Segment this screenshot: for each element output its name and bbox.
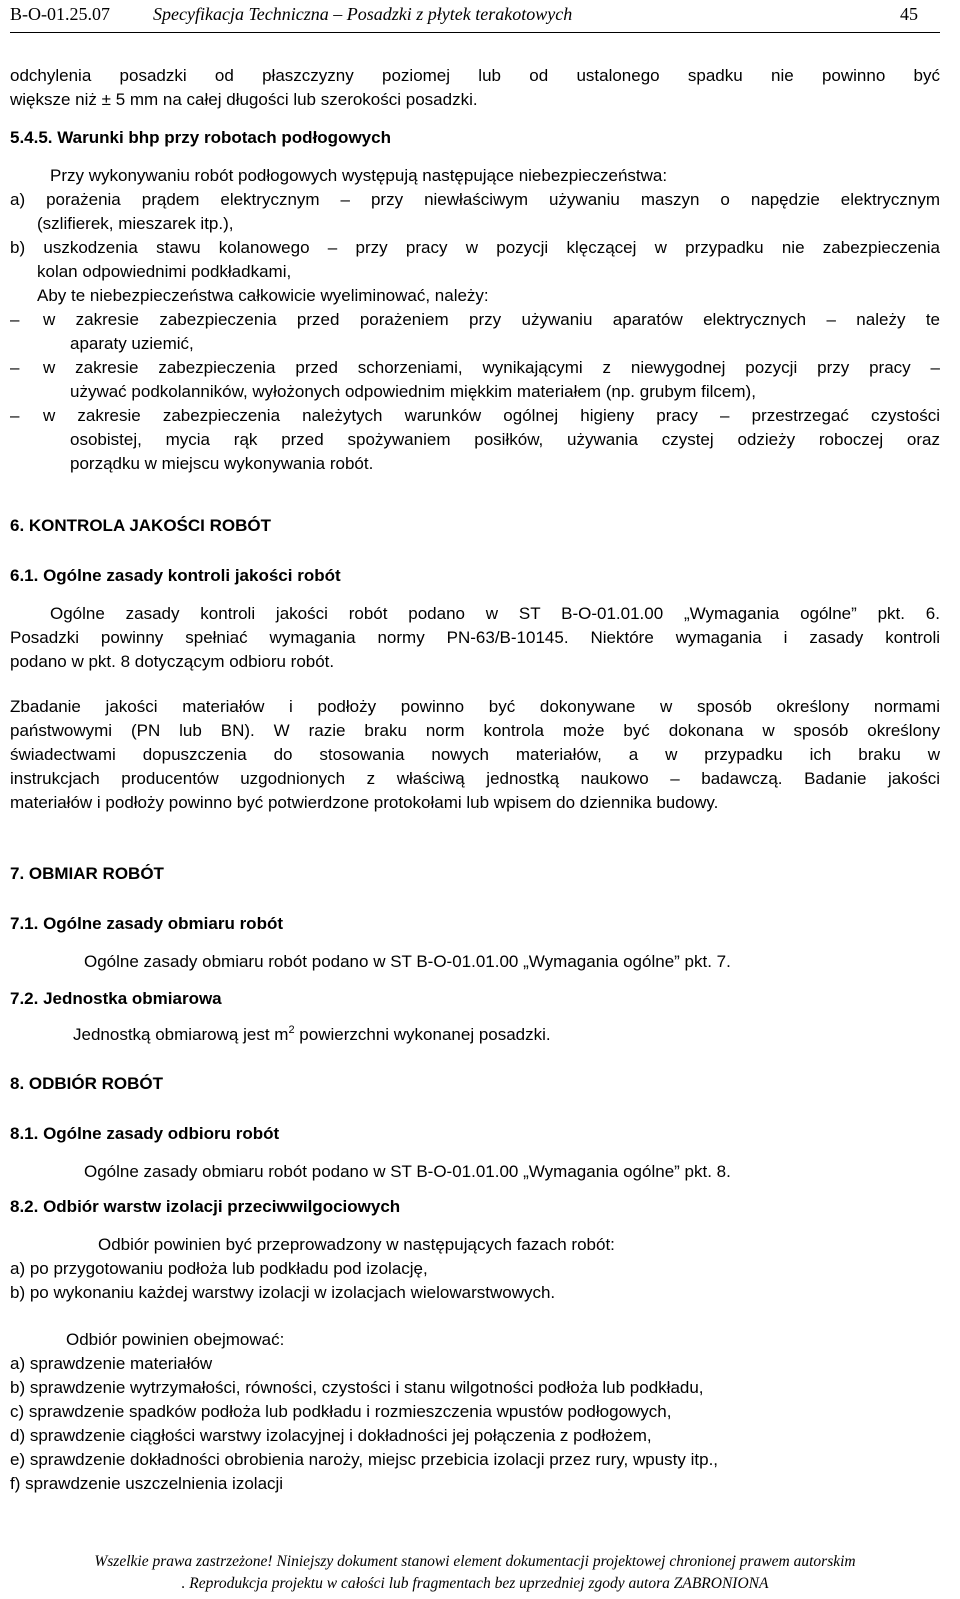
section-8-1-heading: 8.1. Ogólne zasady odbioru robót bbox=[10, 1124, 280, 1143]
check-item-d: d) sprawdzenie ciągłości warstwy izolacyjnej i dokładności jej połączenia z podłożem, bbox=[10, 1426, 652, 1445]
measure-2-line-1: w zakresie zabezpieczenia przed schorzeniami, wynikającymi z niewygodnej pozycji przy pracy – bbox=[43, 358, 940, 377]
s6-p2-line-5: materiałów i podłoży powinno być potwierdzone protokołami lub wpisem do dziennika budowy. bbox=[10, 793, 719, 812]
section-6-heading: 6. KONTROLA JAKOŚCI ROBÓT bbox=[10, 516, 271, 535]
dash-bullet: – bbox=[10, 310, 20, 329]
s8-phase-b: b) po wykonaniu każdej warstwy izolacji w izolacjach wielowarstwowych. bbox=[10, 1283, 556, 1302]
measure-2-line-2: używać podkolanników, wyłożonych odpowiednim miękkim materiałem (np. grubym filcem), bbox=[70, 382, 756, 401]
measure-item-2 bbox=[10, 356, 940, 404]
s6-p2-line-4: instrukcjach producentów uzgodnionych z właściwą jednostką naukowo – badawczą. Badanie jakości bbox=[10, 769, 940, 788]
s7-p2 bbox=[73, 1023, 551, 1047]
s8-phase-a: a) po przygotowaniu podłoża lub podkładu pod izolację, bbox=[10, 1259, 428, 1278]
hazard-b-line-2: kolan odpowiednimi podkładkami, bbox=[37, 262, 292, 281]
measure-3-line-2: osobistej, mycia rąk przed spożywaniem posiłków, używania czystej odzieży roboczej oraz bbox=[70, 430, 940, 449]
check-item-b: b) sprawdzenie wytrzymałości, równości, czystości i stanu wilgotności podłoża lub podkładu, bbox=[10, 1378, 704, 1397]
section-7-1-heading: 7.1. Ogólne zasady obmiaru robót bbox=[10, 914, 283, 933]
measure-item-3 bbox=[10, 404, 940, 476]
section-8-2-heading: 8.2. Odbiór warstw izolacji przeciwwilgociowych bbox=[10, 1197, 401, 1216]
footer-line-2: . Reprodukcja projektu w całości lub fragmentach bez uprzedniej zgody autora ZABRONIONA bbox=[181, 1575, 769, 1592]
check-item-a: a) sprawdzenie materiałów bbox=[10, 1354, 213, 1373]
measures-lead: Aby te niebezpieczeństwa całkowicie wyeliminować, należy: bbox=[37, 286, 489, 305]
intro-line-1: odchylenia posadzki od płaszczyzny poziomej lub od ustalonego spadku nie powinno być bbox=[10, 66, 940, 85]
hazards-lead: Przy wykonywaniu robót podłogowych występują następujące niebezpieczeństwa: bbox=[50, 166, 668, 185]
s8-lead-2: Odbiór powinien obejmować: bbox=[66, 1330, 285, 1349]
measure-3-line-3: porządku w miejscu wykonywania robót. bbox=[70, 454, 374, 473]
s6-p1-line-3: podano w pkt. 8 dotyczącym odbioru robót. bbox=[10, 652, 335, 671]
spec-code: B-O-01.25.07 bbox=[10, 4, 110, 24]
s6-p1-line-1: Ogólne zasady kontroli jakości robót podano w ST B-O-01.01.00 „Wymagania ogólne” pkt. 6. bbox=[50, 604, 940, 623]
section-7-2-heading: 7.2. Jednostka obmiarowa bbox=[10, 989, 222, 1008]
measure-3-line-1: w zakresie zabezpieczenia należytych warunków ogólnej higieny pracy – przestrzegać czystości bbox=[43, 406, 940, 425]
hazard-b-line-1: b) uszkodzenia stawu kolanowego – przy pracy w pozycji klęczącej w przypadku nie zabezpieczenia bbox=[10, 238, 940, 257]
intro-line-2: większe niż ± 5 mm na całej długości lub szerokości posadzki. bbox=[10, 90, 478, 109]
measure-1-line-2: aparaty uziemić, bbox=[70, 334, 194, 353]
check-item-f: f) sprawdzenie uszczelnienia izolacji bbox=[10, 1474, 284, 1493]
check-item-e: e) sprawdzenie dokładności obrobienia naroży, miejsc przebicia izolacji przez rury, wpusty itp., bbox=[10, 1450, 719, 1469]
hazard-a-line-1: a) porażenia prądem elektrycznym – przy niewłaściwym używaniu maszyn o napędzie elektrycznym bbox=[10, 190, 940, 209]
s6-p2-line-3: świadectwami dopuszczenia do stosowania nowych materiałów, a w przypadku ich braku w bbox=[10, 745, 940, 764]
s7-p2-text-end: powierzchni wykonanej posadzki. bbox=[294, 1025, 551, 1044]
dash-bullet: – bbox=[10, 406, 20, 425]
measure-item-1 bbox=[10, 308, 940, 356]
s8-lead-1: Odbiór powinien być przeprowadzony w następujących fazach robót: bbox=[98, 1235, 615, 1254]
page-number: 45 bbox=[900, 4, 918, 24]
section-8-heading: 8. ODBIÓR ROBÓT bbox=[10, 1074, 164, 1093]
s7-p2-superscript: 2 bbox=[288, 1024, 295, 1036]
section-5-4-5-heading: 5.4.5. Warunki bhp przy robotach podłogowych bbox=[10, 128, 391, 147]
s6-p1-line-2: Posadzki powinny spełniać wymagania normy PN-63/B-10145. Niektóre wymagania i zasady kontroli bbox=[10, 628, 940, 647]
s8-p1: Ogólne zasady obmiaru robót podano w ST B-O-01.01.00 „Wymagania ogólne” pkt. 8. bbox=[84, 1162, 731, 1181]
s7-p2-text: Jednostką obmiarową jest m bbox=[73, 1025, 289, 1044]
s6-p2-line-2: państwowymi (PN lub BN). W razie braku norm kontrola może być dokonana w sposób określony bbox=[10, 721, 940, 740]
dash-bullet: – bbox=[10, 358, 20, 377]
s6-p2-line-1: Zbadanie jakości materiałów i podłoży powinno być dokonywane w sposób określony normami bbox=[10, 697, 940, 716]
s7-p1: Ogólne zasady obmiaru robót podano w ST B-O-01.01.00 „Wymagania ogólne” pkt. 7. bbox=[84, 952, 731, 971]
measure-1-line-1: w zakresie zabezpieczenia przed porażeniem przy używaniu aparatów elektrycznych – należy te bbox=[43, 310, 940, 329]
spec-title: Specyfikacja Techniczna – Posadzki z płytek terakotowych bbox=[153, 4, 573, 24]
section-6-1-heading: 6.1. Ogólne zasady kontroli jakości robót bbox=[10, 566, 341, 585]
footer-line-1: Wszelkie prawa zastrzeżone! Niniejszy dokument stanowi element dokumentacji projektowej chronionej prawem autorskim bbox=[94, 1553, 856, 1570]
check-item-c: c) sprawdzenie spadków podłoża lub podkładu i rozmieszczenia wpustów podłogowych, bbox=[10, 1402, 672, 1421]
section-7-heading: 7. OBMIAR ROBÓT bbox=[10, 864, 164, 883]
hazard-a-line-2: (szlifierek, mieszarek itp.), bbox=[37, 214, 234, 233]
page-header bbox=[10, 2, 940, 33]
page-footer bbox=[10, 1551, 940, 1595]
